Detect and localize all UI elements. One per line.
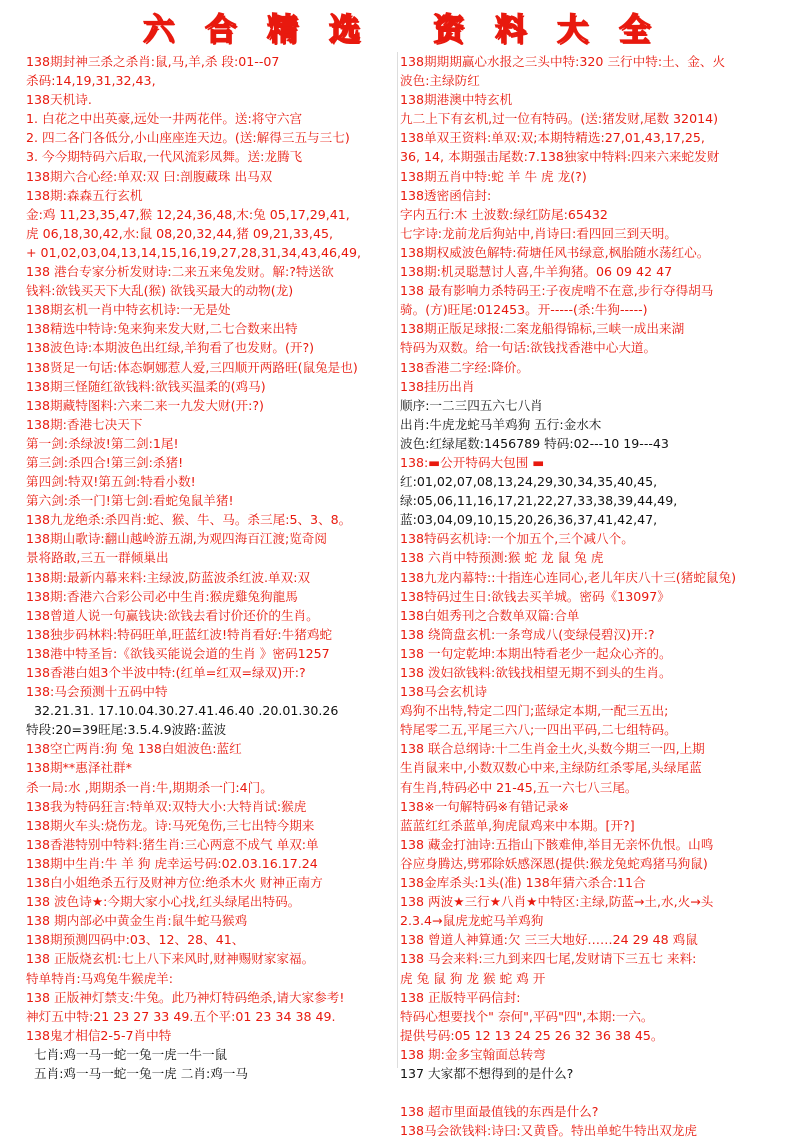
title-char: 大 <box>557 12 588 48</box>
right-line <box>400 1083 772 1102</box>
left-line: 138期:香港七决天下 <box>26 416 143 432</box>
left-line: 138期中生肖:牛 羊 狗 虎幸运号码:02.03.16.17.24 <box>26 855 318 871</box>
right-line: 有生肖,特码必中 21-45,五一六七八三尾。 <box>400 779 638 795</box>
left-line: 138期:最新内幕来料:主绿波,防蓝波杀红波.单双:双 <box>26 569 311 585</box>
right-line: 138单双王资料:单双:双;本期特精选:27,01,43,17,25, <box>400 130 705 146</box>
right-line: 138马会玄机诗 <box>400 684 488 700</box>
left-line: 第四剑:特双!第五剑:特看小数! <box>26 474 196 490</box>
right-line: 特码心想要找个" 奈何",平码"四",本期:一六。 <box>400 1008 654 1024</box>
right-line: 波色:红绿尾数:1456789 特码:02---10 19---43 <box>400 435 669 451</box>
right-line: 138特码过生日:欲钱去买羊城。密码《13097》 <box>400 588 670 604</box>
right-line: 138特码玄机诗:一个加五个,三个减八个。 <box>400 531 634 547</box>
right-line: 137 大家都不想得到的是什么? <box>400 1065 574 1081</box>
left-line: 138期:森森五行玄机 <box>26 187 143 203</box>
left-line: 138 期内部必中黄金生肖:鼠牛蛇马猴鸡 <box>26 913 248 929</box>
right-line: 138期正版足球报:二案龙船得锦标,三峡一成出来湖 <box>400 321 685 337</box>
left-line: 杀一局:水 ,期期杀一肖:牛,期期杀一门:4门。 <box>26 779 273 795</box>
left-line: 138天机诗. <box>26 92 92 108</box>
left-line: 钱料:欲钱买天下大乱(猴) 欲钱买最大的动物(龙) <box>26 283 294 299</box>
right-line: 138 马会来料:三九到来四七尾,发财请下三五七 来料: <box>400 951 697 967</box>
left-line: 虎 06,18,30,42,水:鼠 08,20,32,44,猪 09,21,33,45, <box>26 225 333 241</box>
left-line: 1. 白花之中出英豪,远处一井两花伴。送:将守六宫 <box>26 111 303 127</box>
right-line: 波色:主绿防红 <box>400 73 480 89</box>
right-line: 138透密函信封: <box>400 187 492 203</box>
right-line: 138 藏金打油诗:五指山下骸难伸,举目无亲怀仇恨。山鸣 <box>400 836 714 852</box>
title-char: 选 <box>329 12 360 48</box>
right-line: 138 六肖中特预测:猴 蛇 龙 鼠 兔 虎 <box>400 550 604 566</box>
right-line: 138 最有影响力杀特码王:子夜虎啃不在意,步行夺得胡马 <box>400 283 714 299</box>
left-line: 3. 今今期特码六后取,一代风流彩凤舞。送:龙腾飞 <box>26 149 303 165</box>
left-line: 138 波色诗★:今期大家小心找,红头绿尾出特码。 <box>26 894 301 910</box>
left-line: 138期藏特图料:六来二来一九发大财(开:?) <box>26 397 264 413</box>
left-line: 138期封神三杀之杀肖:鼠,马,羊,杀 段:01--07 <box>26 54 280 69</box>
left-line: 金:鸡 11,23,35,47,猴 12,24,36,48,木:兔 05,17,29,41, <box>26 206 350 222</box>
right-line: 138期权威波色解特:荷塘任风书绿意,枫胎随水荡红心。 <box>400 244 710 260</box>
left-line: 138 正版神灯禁支:牛兔。此乃神灯特码绝杀,请大家参考! <box>26 989 345 1005</box>
left-line: 第六剑:杀一门!第七剑:看蛇兔鼠羊猪! <box>26 493 234 509</box>
right-line: 虎 兔 鼠 狗 龙 猴 蛇 鸡 开 <box>400 970 546 986</box>
right-line: 138挂历出肖 <box>400 378 475 394</box>
left-line: 138空亡两肖:狗 兔 138白姐波色:蓝红 <box>26 741 242 757</box>
left-line: 杀码:14,19,31,32,43, <box>26 73 156 89</box>
right-line: 138九龙内幕特::十指连心连同心,老儿年庆八十三(猪蛇鼠兔) <box>400 569 737 585</box>
right-line: 138 泼妇欲钱料:欲钱找相望无期不到头的生肖。 <box>400 665 672 680</box>
left-line: 五肖:鸡一马一蛇一兔一虎 二肖:鸡一马 <box>34 1065 248 1081</box>
right-line: 138白姐秀刊之合数单双篇:合单 <box>400 607 580 623</box>
right-line: 蓝:03,04,09,10,15,20,26,36,37,41,42,47, <box>400 512 658 528</box>
right-line: 138 期:金多宝翰面总转弯 <box>400 1046 546 1062</box>
left-line: 138我为特码狂言:特单双:双特大小:大特肖试:猴虎 <box>26 798 307 814</box>
title-char: 资 <box>433 12 464 48</box>
right-line: 字内五行:木 土波数:绿红防尾:65432 <box>400 206 608 222</box>
left-line: 138波色诗:本期波色出红绿,羊狗看了也发财。(开?) <box>26 340 315 356</box>
right-line: 2.3.4→鼠虎龙蛇马羊鸡狗 <box>400 913 544 929</box>
left-line: 138期六合心经:单双:双 曰:剖腹藏珠 出马双 <box>26 168 273 184</box>
left-line: 138曾道人说一句赢钱诀:欲钱去看讨价还价的生肖。 <box>26 607 319 623</box>
right-line: 七字诗:龙前龙后狗站中,肖诗曰:看四回三到天明。 <box>400 225 677 241</box>
right-line: 138:▬公开特码大包围 ▬ <box>400 454 545 470</box>
left-column <box>26 52 394 1083</box>
left-line: 第三剑:杀四合!第三剑:杀猪! <box>26 454 184 470</box>
right-line: 138 两波★三行★八肖★中特区:主绿,防蓝→土,水,火→头 <box>400 894 714 910</box>
left-line: 神灯五中特:21 23 27 33 49.五个平:01 23 34 38 49. <box>26 1008 336 1024</box>
right-line: 顺序:一二三四五六七八肖 <box>400 397 543 413</box>
page-title <box>0 10 793 50</box>
left-line: 138期预测四码中:03、12、28、41、 <box>26 932 245 948</box>
right-column <box>400 52 772 1140</box>
right-line: 出肖:牛虎龙蛇马羊鸡狗 五行:金水木 <box>400 416 602 432</box>
left-line: 138期山歌诗:翻山越岭游五湖,为观四海百江渡;览奇阅 <box>26 531 327 547</box>
title-char: 六 <box>143 12 174 48</box>
right-line: 138 联合总纲诗:十二生肖金土火,头数今期三一四,上期 <box>400 741 705 757</box>
right-line: 138 正版特平码信封: <box>400 989 521 1005</box>
right-line: 138 超市里面最值钱的东西是什么? <box>400 1104 599 1120</box>
left-line: 138精选中特诗:兔来狗来发大财,二七合数来出特 <box>26 321 298 337</box>
left-line: 138白小姐绝杀五行及财神方位:绝杀木火 财神正南方 <box>26 875 323 891</box>
right-line: 138※一句解特码※有错记录※ <box>400 798 570 814</box>
right-line: 138香港二字经:降价。 <box>400 359 530 375</box>
left-line: 138 正版烧玄机:七上八下来风时,财神赐财家家福。 <box>26 951 315 967</box>
left-line: 138鬼才相信2-5-7肖中特 <box>26 1027 172 1043</box>
left-line: 七肖:鸡一马一蛇一兔一虎一牛一鼠 <box>34 1046 228 1062</box>
right-line: 特尾零二五,平尾三六八;一四出平码,二七组特码。 <box>400 722 677 738</box>
right-line: 138期五肖中特:蛇 羊 牛 虎 龙(?) <box>400 168 587 184</box>
right-line: 提供号码:05 12 13 24 25 26 32 36 38 45。 <box>400 1027 664 1043</box>
title-char: 料 <box>495 12 526 48</box>
left-line: 138香港特别中特料:猪生肖:三心两意不成气 单双:单 <box>26 836 319 852</box>
right-line: 九二上下有玄机,过一位有特码。(送:猪发财,尾数 32014) <box>400 111 719 127</box>
left-line: 138贤足一句话:体态婀娜惹人爱,三四顺开两路旺(鼠兔是也) <box>26 359 358 375</box>
right-line: 绿:05,06,11,16,17,21,22,27,33,38,39,44,49, <box>400 493 678 509</box>
title-char: 精 <box>267 12 298 48</box>
right-line: 红:01,02,07,08,13,24,29,30,34,35,40,45, <box>400 474 658 490</box>
title-char: 合 <box>205 12 236 48</box>
right-line: 36, 14, 本期强击尾数:7.138独家中特料:四来六来蛇发财 <box>400 149 720 165</box>
left-line: 138期火车头:烧伤龙。诗:马死兔伤,三七出特今期来 <box>26 817 315 833</box>
left-line: 138期**惠泽社群* <box>26 760 132 776</box>
left-line: 景将路敢,三五一群倾巢出 <box>26 550 169 566</box>
left-line: + 01,02,03,04,13,14,15,16,19,27,28,31,34,43,46,49, <box>26 244 362 260</box>
left-line: 138香港白姐3个半波中特:(红单=红双=绿双)开:? <box>26 665 306 680</box>
right-line: 生肖鼠来中,小数双数心中来,主绿防红杀零尾,头绿尾蓝 <box>400 760 702 776</box>
right-line: 138 一句定乾坤:本期出特看老少一起众心齐的。 <box>400 645 672 661</box>
left-line: 138独步码林料:特码旺单,旺蓝红波!特肖看好:牛猪鸡蛇 <box>26 626 333 642</box>
left-line: 32.21.31. 17.10.04.30.27.41.46.40 .20.01.30.26 <box>34 703 339 719</box>
left-line: 特单特肖:马鸡兔牛猴虎羊: <box>26 970 174 986</box>
right-line: 138期港澳中特玄机 <box>400 92 513 108</box>
right-line: 骑。(方)旺尾:012453。开-----(杀:牛狗-----) <box>400 302 648 318</box>
right-line: 138金库杀头:1头(准) 138年猜六杀合:11合 <box>400 875 646 891</box>
title-char: 全 <box>619 12 650 48</box>
left-line: 特段:20=39旺尾:3.5.4.9波路:蓝波 <box>26 722 227 738</box>
left-line: 138期:香港六合彩公司必中生肖:猴虎雞兔狗龍馬 <box>26 588 298 604</box>
right-line: 特码为双数。给一句话:欲钱找香港中心大道。 <box>400 340 657 356</box>
right-line: 138马会欲钱料:诗曰:又黄昏。特出单蛇牛特出双龙虎 <box>400 1123 697 1139</box>
right-line: 138 绕筒盘玄机:一条弯成八(变绿侵碧汉)开:? <box>400 626 655 642</box>
left-line: 138期玄机一肖中特玄机诗:一无是处 <box>26 302 231 318</box>
left-line: 138 港台专家分析发财诗:二来五来兔发财。解:?特送欲 <box>26 264 334 280</box>
left-line: 2. 四二各门各低分,小山座座连天边。(送:解得三五与三七) <box>26 130 350 146</box>
left-line: 138期三怪随红欲钱料:欲钱买温柔的(鸡马) <box>26 378 266 394</box>
right-line: 138 曾道人神算通:欠 三三大地好……24 29 48 鸡鼠 <box>400 932 698 948</box>
right-line: 蓝蓝红红杀蓝单,狗虎鼠鸡来中本期。[开?] <box>400 817 635 833</box>
right-line: 138期期期赢心水报之三头中特:320 三行中特:土、金、火 <box>400 54 726 69</box>
column-divider <box>397 52 398 1068</box>
left-line: 138港中特圣旨:《欲钱买能说会道的生肖 》密码1257 <box>26 645 330 661</box>
left-line: 138九龙绝杀:杀四肖:蛇、猴、牛、马。杀三尾:5、3、8。 <box>26 512 352 528</box>
right-line: 谷应身腾达,劈邪除妖感深恩(提供:猴龙兔蛇鸡猪马狗鼠) <box>400 855 708 871</box>
right-line: 鸡狗不出特,特定二四门;蓝绿定本期,一配三五出; <box>400 703 669 719</box>
right-line: 138期:机灵聪慧讨人喜,牛羊狗猪。06 09 42 47 <box>400 264 673 280</box>
left-line: 138:马会预测十五码中特 <box>26 684 168 700</box>
left-line: 第一剑:杀绿波!第二剑:1尾! <box>26 435 179 451</box>
